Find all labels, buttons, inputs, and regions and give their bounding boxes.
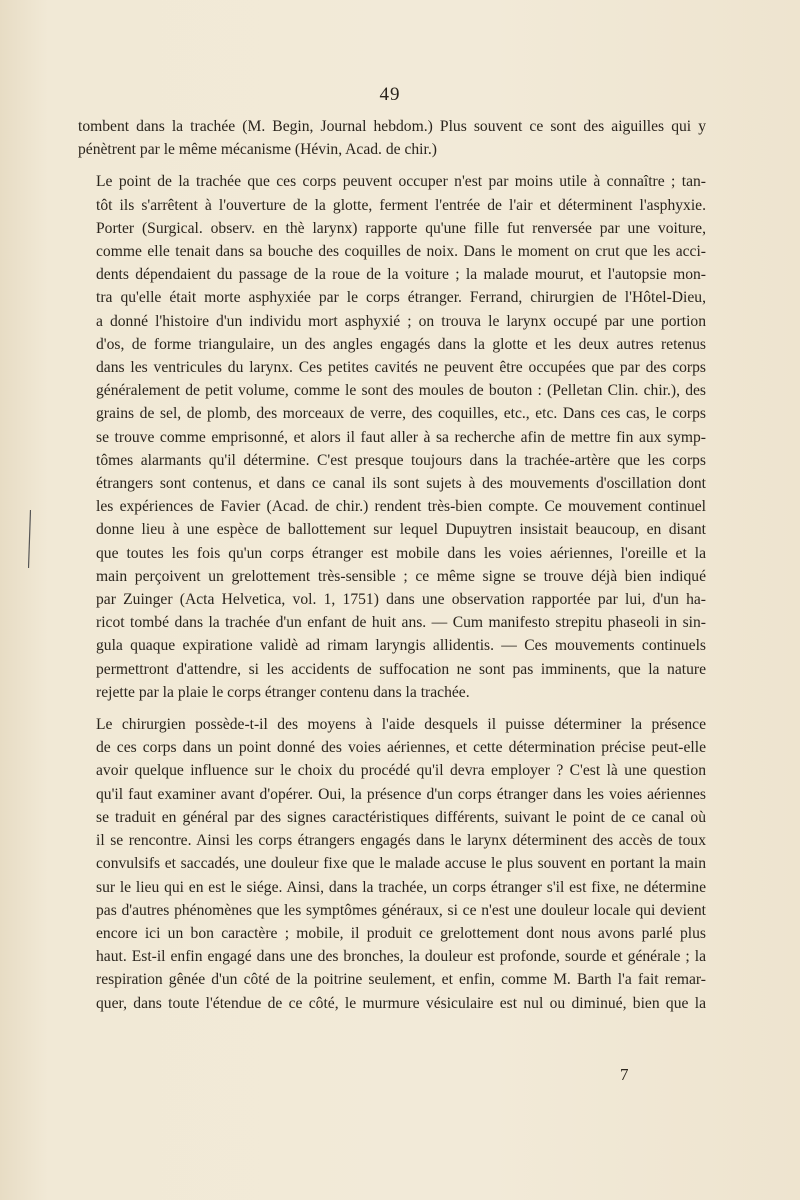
body-text <box>78 115 706 1024</box>
page-number: 49 <box>379 84 401 105</box>
text-line: gula quaque expiratione validè ad rimam laryngis allidentis. — Ces mouvements continuels <box>96 637 706 655</box>
text-line: tra qu'elle était morte asphyxiée par le corps étranger. Ferrand, chirurgien de l'Hôtel-Dieu, <box>96 289 706 307</box>
text-line: ricot tombé dans la trachée d'un enfant de huit ans. — Cum manifesto strepitu phaseoli in sin- <box>96 614 706 632</box>
text-line: tômes alarmants qu'il détermine. C'est presque toujours dans la trachée-artère que les corps <box>96 451 706 469</box>
text-line: les expériences de Favier (Acad. de chir.) rendent très-bien compte. Ce mouvement continuel <box>96 498 706 516</box>
text-line: a donné l'histoire d'un individu mort asphyxié ; on trouva le larynx occupé par une portion <box>96 312 706 330</box>
margin-pencil-mark <box>28 510 31 568</box>
text-line: se trouve comme emprisonné, et alors il faut aller à sa recherche afin de mettre fin aux symp- <box>96 428 706 446</box>
text-line: tombent dans la trachée (M. Begin, Journal hebdom.) Plus souvent ce sont des aiguilles qui y <box>78 118 706 135</box>
text-line: tôt ils s'arrêtent à l'ouverture de la glotte, ferment l'entrée de l'air et déterminent l'asphyxie. <box>96 196 706 214</box>
text-line: se traduit en général par des signes caractéristiques différents, suivant le point de ce canal où <box>96 808 706 826</box>
text-line: rejette par la plaie le corps étranger contenu dans la trachée. <box>96 683 470 701</box>
text-line: main perçoivent un grelottement très-sensible ; ce même signe se trouve déjà bien indiqué <box>96 567 706 585</box>
text-line: sur le lieu qui en est le siége. Ainsi, dans la trachée, un corps étranger s'il est fixe, ne détermine <box>96 878 706 896</box>
text-line: il se rencontre. Ainsi les corps étrangers engagés dans le larynx déterminent des accès de toux <box>96 832 706 850</box>
text-line: dans les ventricules du larynx. Ces petites cavités ne peuvent être occupées que par des corps <box>96 359 706 377</box>
text-line: encore ici un bon caractère ; mobile, il produit ce grelottement dont nous avons parlé plus <box>96 924 706 942</box>
text-line: avoir quelque influence sur le choix du procédé qu'il devra employer ? C'est là une question <box>96 762 706 780</box>
text-line: convulsifs et saccadés, une douleur fixe que le malade accuse le plus souvent en portant la main <box>96 855 706 873</box>
paragraph <box>78 115 706 161</box>
signature-mark: 7 <box>620 1065 629 1084</box>
text-line: d'os, de forme triangulaire, un des angles engagés dans la glotte et les deux autres retenus <box>96 335 706 353</box>
text-line: Porter (Surgical. observ. en thè larynx) rapporte qu'une fille fut renversée par une voiture, <box>96 219 706 237</box>
paragraph <box>78 170 706 704</box>
text-line: par Zuinger (Acta Helvetica, vol. 1, 1751) dans une observation rapportée par lui, d'un ha- <box>96 591 706 609</box>
text-line: généralement de petit volume, comme le sont des moules de bouton : (Pelletan Clin. chir.), des <box>96 382 706 400</box>
text-line: étrangers sont contenus, et dans ce canal ils sont sujets à des mouvements d'oscillation dont <box>96 475 706 493</box>
text-line: Le chirurgien possède-t-il des moyens à l'aide desquels il puisse déterminer la présence <box>96 716 706 734</box>
text-line: que toutes les fois qu'un corps étranger est mobile dans les voies aériennes, l'oreille et la <box>96 544 706 562</box>
text-line: donne lieu à une espèce de ballottement sur lequel Dupuytren insistait beaucoup, en disant <box>96 521 706 539</box>
text-line: respiration gênée d'un côté de la poitrine seulement, et enfin, comme M. Barth l'a fait remar- <box>96 971 706 989</box>
text-line: haut. Est-il enfin engagé dans une des bronches, la douleur est profonde, sourde et générale ; la <box>96 948 706 966</box>
text-line: qu'il faut examiner avant d'opérer. Oui, la présence d'un corps étranger dans les voies aériennes <box>96 785 706 803</box>
text-line: permettront d'attendre, si les accidents de suffocation ne sont pas imminents, que la nature <box>96 660 706 678</box>
text-line: pas d'autres phénomènes que les symptômes généraux, si ce n'est une douleur locale qui devient <box>96 901 706 919</box>
text-line: dents dépendaient du passage de la roue de la voiture ; la malade mourut, et l'autopsie mon- <box>96 266 706 284</box>
paragraph <box>78 713 706 1015</box>
text-line: de ces corps dans un point donné des voies aériennes, et cette détermination précise peut-elle <box>96 739 706 757</box>
text-line: Le point de la trachée que ces corps peuvent occuper n'est par moins utile à connaître ; tan- <box>96 173 706 191</box>
text-line: pénètrent par le même mécanisme (Hévin, Acad. de chir.) <box>78 141 437 159</box>
text-line: grains de sel, de plomb, des morceaux de verre, des coquilles, etc., etc. Dans ces cas, le corps <box>96 405 706 423</box>
text-line: quer, dans toute l'étendue de ce côté, le murmure vésiculaire est nul ou diminué, bien que la <box>96 994 706 1012</box>
text-line: comme elle tenait dans sa bouche des coquilles de noix. Dans le moment on crut que les acci- <box>96 243 706 261</box>
